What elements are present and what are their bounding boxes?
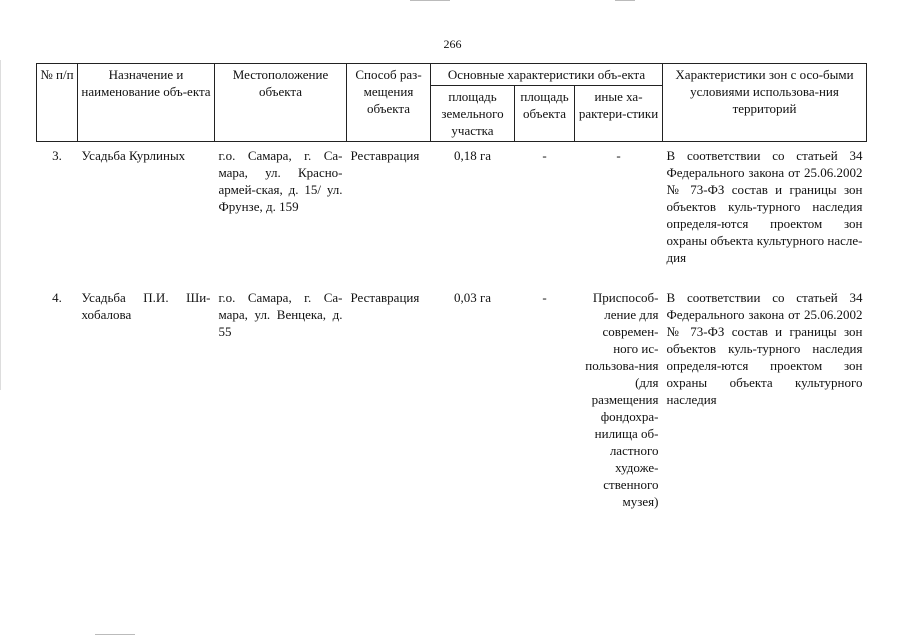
- objects-table: [36, 63, 867, 512]
- row-other-characteristics: Приспособ-ление для современ-ного ис-пользова-ния (для размещения фондохра-нилища об-ластного художе-ственного музея): [585, 290, 659, 509]
- header-num: № п/п: [37, 64, 78, 142]
- header-main-characteristics: Основные характеристики объ-екта: [431, 64, 663, 86]
- row-method: Реставрация: [350, 148, 420, 163]
- scan-artifact-left: [0, 60, 2, 390]
- scan-artifact-top-2: [615, 0, 635, 2]
- row-location: г.о. Самара, г. Са-мара, ул. Венцека, д. 55: [218, 290, 343, 339]
- row-object-area: -: [542, 148, 547, 163]
- header-name: Назначение и наименование объ-екта: [78, 64, 215, 142]
- row-other-characteristics: -: [616, 148, 621, 163]
- row-zones: В соответствии со статьей 34 Федерального закона от 25.06.2002 № 73-ФЗ состав и границы зон объектов куль-турного наследия определя-ются проектом зон охраны объекта культурного насле-дия: [666, 148, 863, 265]
- row-land-area: 0,03 га: [453, 290, 492, 305]
- table-row: [37, 142, 867, 282]
- scan-artifact-bottom: [95, 634, 135, 635]
- header-row-1: [37, 64, 867, 86]
- header-other-characteristics: иные ха-рактери-стики: [575, 86, 663, 142]
- row-land-area: 0,18 га: [453, 148, 492, 163]
- header-land-area: площадь земельного участка: [431, 86, 515, 142]
- row-method: Реставрация: [350, 290, 420, 305]
- header-location: Местоположение объекта: [215, 64, 347, 142]
- header-zones: Характеристики зон с осо-быми условиями использова-ния территорий: [663, 64, 867, 142]
- scan-artifact-top: [410, 0, 450, 2]
- row-name: Усадьба Курлиных: [81, 148, 186, 163]
- row-zones: В соответствии со статьей 34 Федерального закона от 25.06.2002 № 73-ФЗ состав и границы зон объектов куль-турного наследия определя-ются проектом зон охраны объекта культурного наследия: [666, 290, 863, 407]
- row-location: г.о. Самара, г. Са-мара, ул. Красно-армей-ская, д. 15/ ул. Фрунзе, д. 159: [218, 148, 343, 214]
- table-row: [37, 281, 867, 512]
- header-object-area: площадь объекта: [515, 86, 575, 142]
- row-name: Усадьба П.И. Ши-хобалова: [81, 290, 211, 322]
- row-num: 4.: [52, 290, 62, 305]
- row-object-area: -: [542, 290, 547, 305]
- page-number: 266: [443, 37, 462, 51]
- header-method: Способ раз-мещения объекта: [347, 64, 431, 142]
- row-num: 3.: [52, 148, 62, 163]
